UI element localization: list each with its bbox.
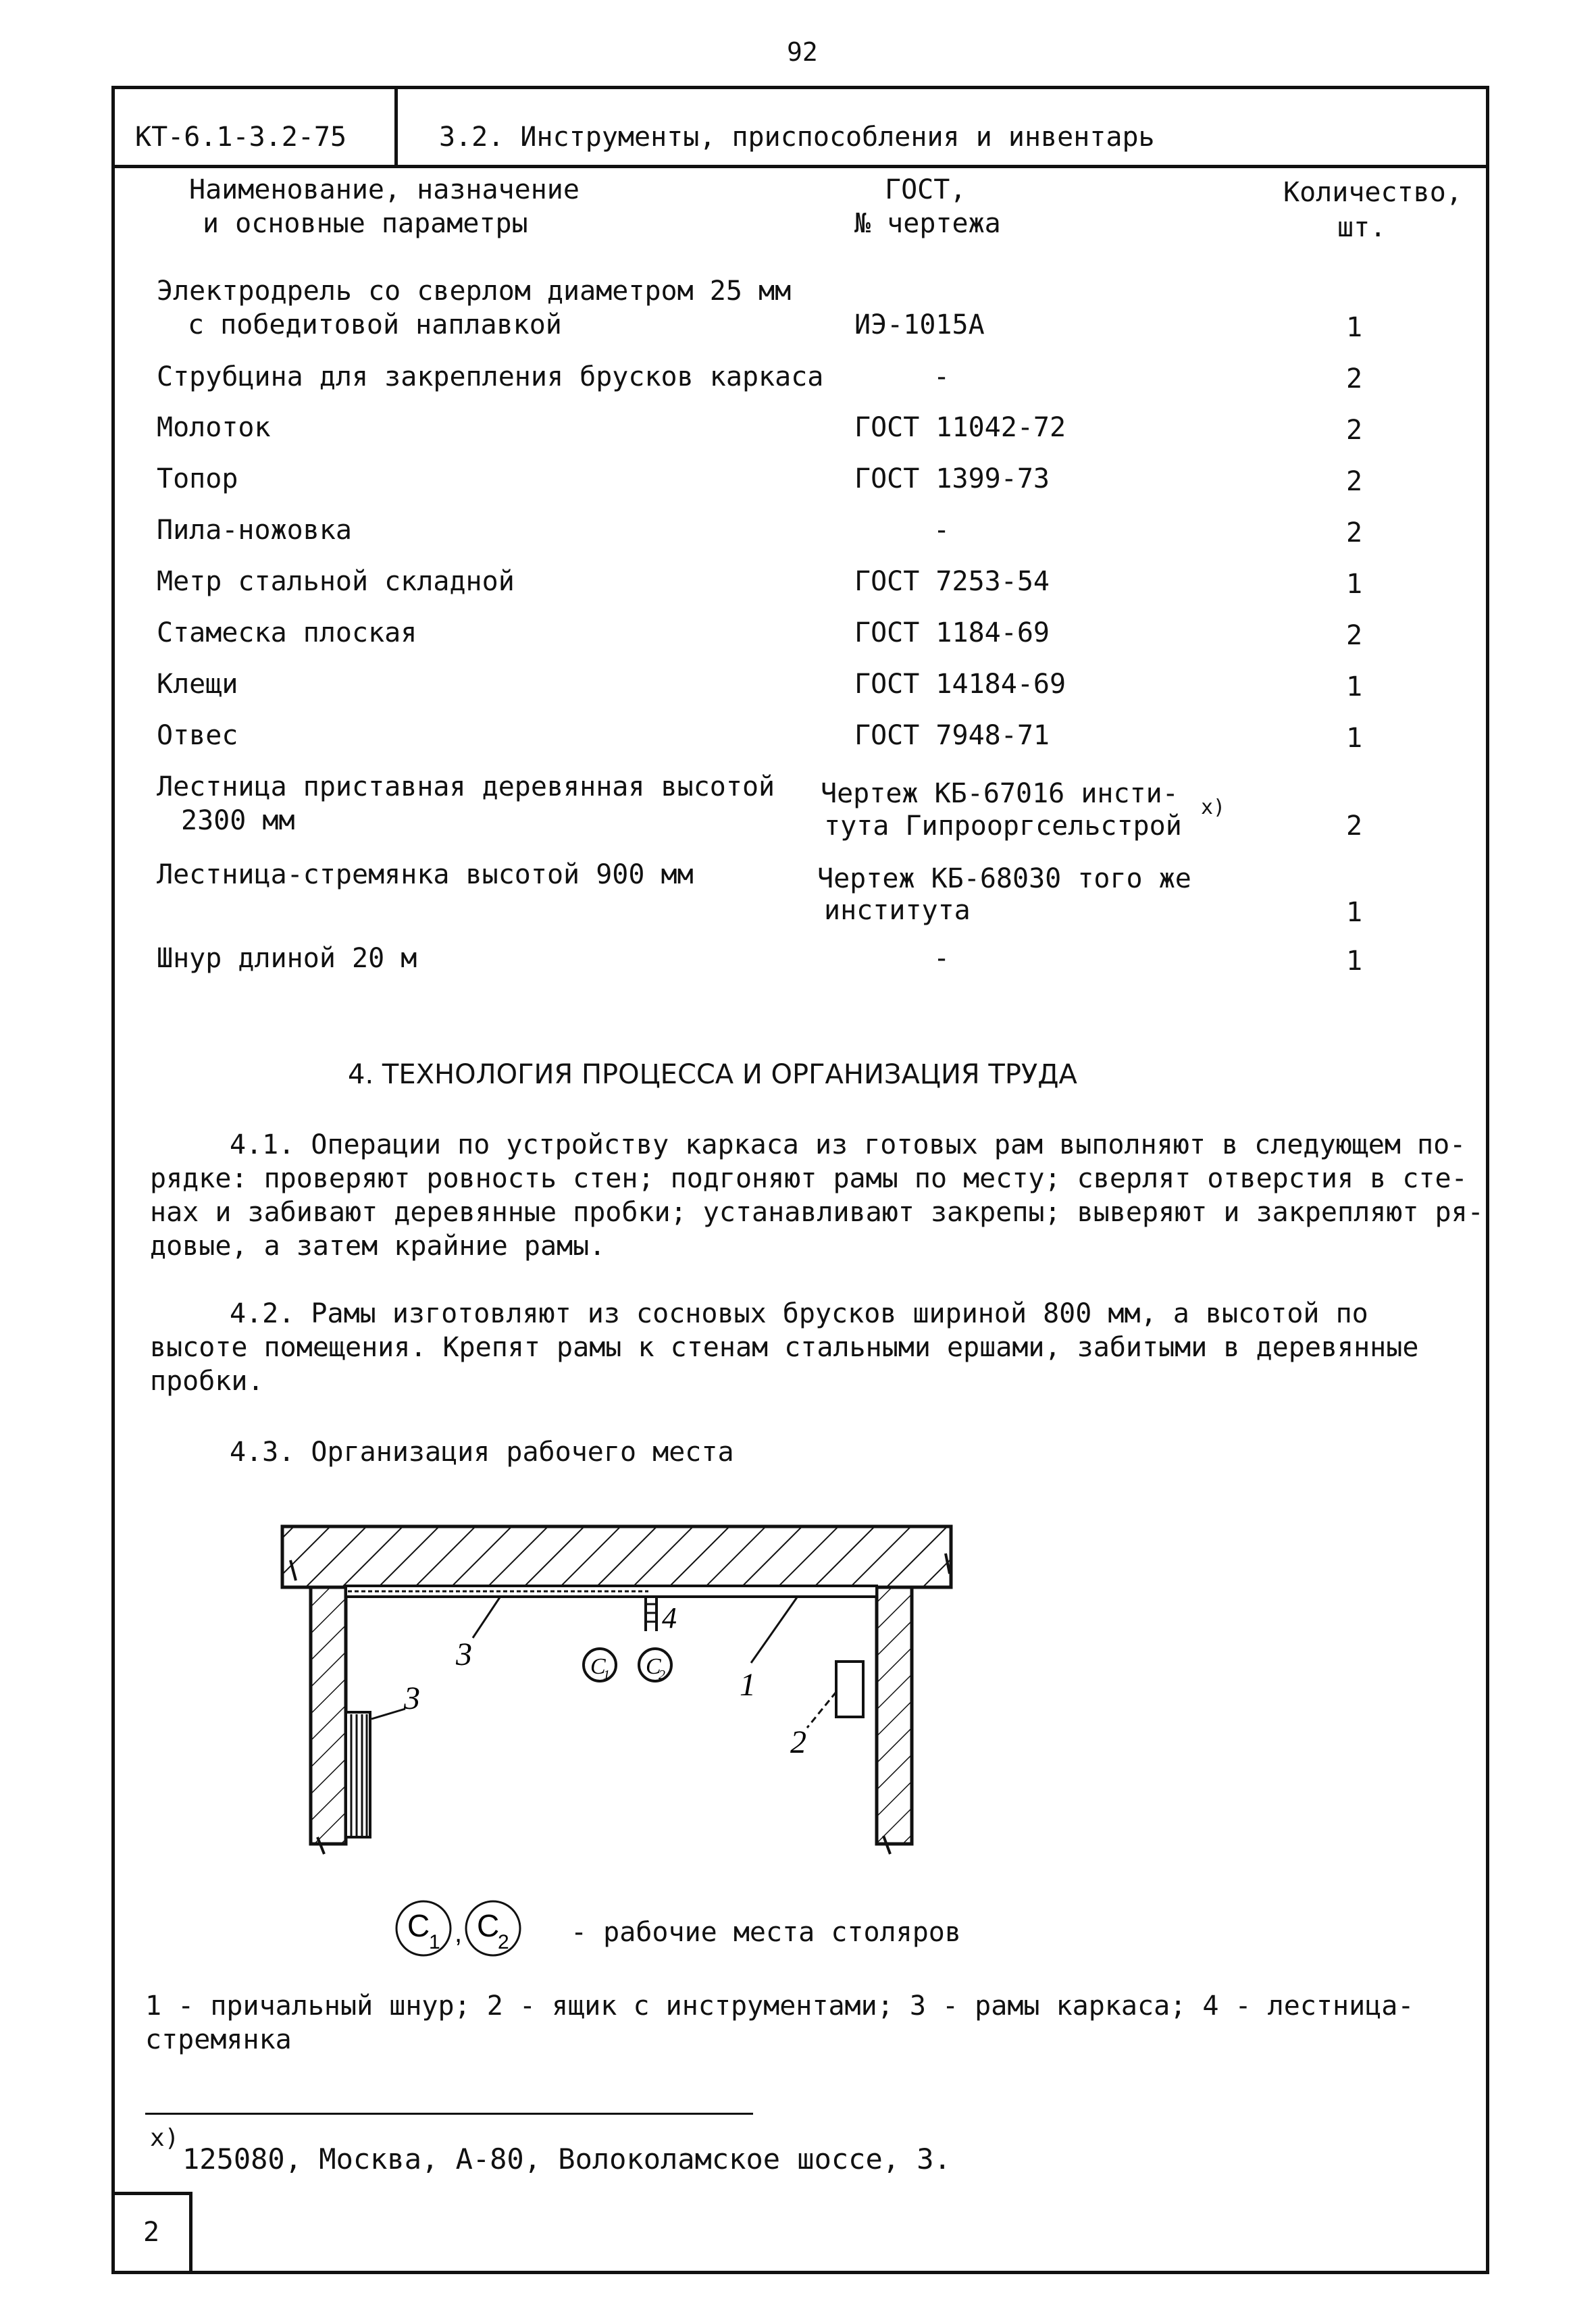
svg-text:1: 1: [603, 1668, 610, 1682]
footnote-ref-mark: x): [1201, 796, 1226, 819]
svg-text:C: C: [590, 1654, 606, 1679]
table-row-qty: 1: [1346, 569, 1363, 600]
paragraph-4-1-line: довые, а затем крайние рамы.: [150, 1231, 606, 1262]
label-1: 1: [740, 1667, 756, 1703]
paragraph-4-2-line: 4.2. Рамы изготовляют из сосновых брусков шириной 800 мм, а высотой по: [230, 1298, 1368, 1329]
table-row-name: Струбцина для закрепления брусков каркаса: [157, 361, 824, 392]
table-row-gost: ГОСТ 7948-71: [854, 720, 1050, 751]
table-row-qty: 2: [1346, 811, 1363, 842]
table-row-name: Пила-ножовка: [157, 515, 352, 546]
tool-box: [836, 1662, 863, 1717]
footnote-divider: [145, 2113, 753, 2115]
table-row-gost: -: [933, 515, 950, 546]
table-row-gost: Чертеж КБ-67016 инсти-: [821, 778, 1179, 809]
svg-text:2: 2: [659, 1668, 665, 1682]
label-3-ceiling: 3: [456, 1637, 472, 1672]
table-row-qty: 2: [1346, 620, 1363, 651]
footnote-mark: x): [150, 2124, 180, 2152]
paragraph-4-1-line: нах и забивают деревянные пробки; устанавливают закрепы; выверяют и закрепляют ря-: [150, 1197, 1484, 1228]
legend-c1-symbol: [396, 1901, 451, 1955]
legend-separator: ,: [455, 1918, 463, 1948]
label-3-stack: 3: [404, 1680, 420, 1716]
section-title: 3.2. Инструменты, приспособления и инвентарь: [439, 122, 1155, 153]
table-row-gost: института: [824, 895, 971, 926]
frame-along-ceiling: [346, 1586, 877, 1597]
svg-text:2: 2: [498, 1931, 509, 1953]
table-row-qty: 1: [1346, 946, 1363, 977]
table-row-gost: ГОСТ 7253-54: [854, 566, 1050, 597]
legend-items-line: 1 - причальный шнур; 2 - ящик с инструментами; 3 - рамы каркаса; 4 - лестница-: [145, 1990, 1414, 2022]
wall-top: [282, 1526, 951, 1587]
svg-text:C: C: [477, 1908, 500, 1943]
label-4: 4: [662, 1601, 677, 1635]
table-row-name: Электродрель со сверлом диаметром 25 мм: [157, 276, 792, 307]
col-header-qty-2: шт.: [1337, 212, 1387, 243]
col-header-gost-1: ГОСТ,: [885, 174, 967, 205]
col-header-gost-2: № чертежа: [854, 208, 1001, 239]
table-row-name: Отвес: [157, 720, 238, 751]
table-row-qty: 1: [1346, 312, 1363, 343]
col-header-name-2: и основные параметры: [203, 208, 528, 239]
paragraph-4-2-line: высоте помещения. Крепят рамы к стенам стальными ершами, забитыми в деревянные: [150, 1332, 1419, 1363]
table-row-name: Лестница приставная деревянная высотой: [157, 771, 775, 802]
table-row-gost: ГОСТ 14184-69: [854, 669, 1066, 700]
table-row-gost: ГОСТ 11042-72: [854, 412, 1066, 443]
table-row-name: Шнур длиной 20 м: [157, 943, 417, 974]
table-row-gost: ГОСТ 1399-73: [854, 463, 1050, 494]
sheet-number: 2: [143, 2217, 160, 2248]
table-row-qty: 1: [1346, 671, 1363, 702]
col-header-name-1: Наименование, назначение: [189, 174, 580, 205]
paragraph-4-2-line: пробки.: [150, 1366, 264, 1397]
table-row-name: 2300 мм: [181, 805, 295, 836]
table-row-qty: 1: [1346, 897, 1363, 928]
svg-text:C: C: [646, 1654, 661, 1679]
table-row-gost: тута Гипрооргсельстрой: [824, 811, 1182, 842]
table-row-qty: 1: [1346, 723, 1363, 754]
workplace-diagram: [270, 1513, 979, 1864]
workplace-c1-marker: [584, 1649, 616, 1682]
legend-symbols: [388, 1895, 550, 1962]
table-row-gost: -: [933, 361, 950, 392]
header-divider: [398, 165, 1489, 168]
table-row-gost: ИЭ-1015А: [854, 309, 985, 340]
table-row-name: Метр стальной складной: [157, 566, 515, 597]
legend-c2-symbol: [466, 1901, 520, 1955]
table-row-gost: Чертеж КБ-68030 того же: [817, 863, 1191, 894]
table-row-name: Стамеска плоская: [157, 617, 417, 648]
table-row-name: Топор: [157, 463, 238, 494]
table-row-gost: -: [933, 943, 950, 974]
page-number: 92: [787, 37, 818, 67]
paragraph-4-1-line: 4.1. Операции по устройству каркаса из готовых рам выполняют в следующем по-: [230, 1129, 1466, 1160]
wall-left: [311, 1587, 346, 1844]
svg-text:1: 1: [429, 1931, 440, 1953]
table-row-name: Лестница-стремянка высотой 900 мм: [157, 859, 694, 890]
paragraph-4-1-line: рядке: проверяют ровность стен; подгоняют рамы по месту; сверлят отверстия в сте-: [150, 1163, 1468, 1194]
table-row-name: Клещи: [157, 669, 238, 700]
paragraph-4-3: 4.3. Организация рабочего места: [230, 1437, 734, 1468]
step-ladder: [646, 1597, 657, 1631]
table-row-name: Молоток: [157, 412, 271, 443]
section-heading: 4. ТЕХНОЛОГИЯ ПРОЦЕССА И ОРГАНИЗАЦИЯ ТРУДА: [348, 1059, 1077, 1090]
table-row-name: с победитовой наплавкой: [188, 309, 562, 340]
col-header-qty-1: Количество,: [1283, 177, 1462, 208]
table-row-gost: ГОСТ 1184-69: [854, 617, 1050, 648]
table-row-qty: 2: [1346, 466, 1363, 497]
workplace-c2-marker: [639, 1649, 671, 1682]
svg-text:C: C: [407, 1908, 430, 1943]
table-row-qty: 2: [1346, 517, 1363, 548]
table-row-qty: 2: [1346, 363, 1363, 394]
table-row-qty: 2: [1346, 415, 1363, 446]
legend-text: - рабочие места столяров: [571, 1917, 961, 1948]
doc-code: КТ-6.1-3.2-75: [135, 122, 347, 153]
wall-right: [877, 1587, 912, 1844]
legend-items-line: стремянка: [145, 2024, 292, 2055]
footnote-text: 125080, Москва, А-80, Волоколамское шоссе, 3.: [182, 2142, 951, 2176]
frame-stack: [346, 1712, 370, 1837]
label-2: 2: [790, 1724, 806, 1760]
